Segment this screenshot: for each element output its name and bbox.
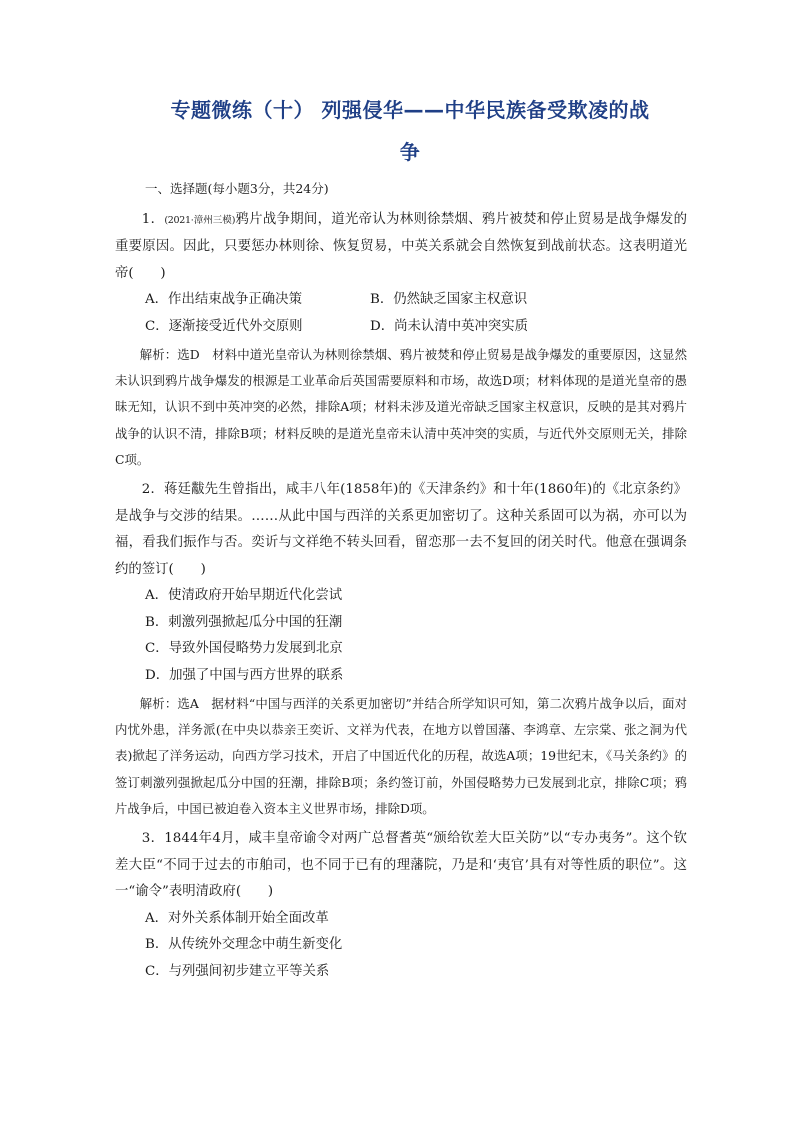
question-text: 鸦片战争期间，道光帝认为林则徐禁烟、鸦片被焚和停止贸易是战争爆发的重要原因。因此，只要惩办林则徐、恢复贸易，中英关系就会自然恢复到战前状态。这表明道光帝( )	[115, 211, 687, 281]
option-d[interactable]: D．加强了中国与西方世界的联系	[145, 667, 344, 683]
question-source: (2021·漳州三模)	[164, 214, 236, 226]
page-title-continued: 争	[399, 140, 421, 164]
page-title: 专题微练（十） 列强侵华——中华民族备受欺凌的战	[170, 98, 650, 122]
section-heading: 一、选择题(每小题3分，共24分)	[145, 181, 329, 196]
answer-analysis: 解析：选A 据材料“中国与西洋的关系更加密切”并结合所学知识可知，第二次鸦片战争以后，面对内忧外患，洋务派(在中央以恭亲王奕䜣、文祥为代表，在地方以曾国藩、李鸿章、左宗棠、张之洞为代表)掀起了洋务运动，向西方学习技术，开启了中国近代化的历程，故选A项；19世纪末，《马关条约》的签订刺激列强掀起瓜分中国的狂潮，排除B项；条约签订前，外国侵略势力已发展到北京，排除C项；鸦片战争后，中国已被迫卷入资本主义世界市场，排除D项。	[115, 696, 687, 816]
option-b[interactable]: B．从传统外交理念中萌生新变化	[145, 937, 343, 953]
option-c[interactable]: C．导致外国侵略势力发展到北京	[145, 641, 343, 657]
option-b[interactable]: B．刺激列强掀起瓜分中国的狂潮	[145, 614, 343, 630]
option-a[interactable]: A．作出结束战争正确决策	[145, 292, 302, 307]
question-3	[115, 826, 687, 985]
question-stem: 2．蒋廷黻先生曾指出，咸丰八年(1858年)的《天津条约》和十年(1860年)的《北京条约》是战争与交涉的结果。……从此中国与西洋的关系更加密切了。这种关系固可以为祸，亦可以为福，看我们振作与否。奕䜣与文祥绝不转头回看，留恋那一去不复回的闭关时代。他意在强调条约的签订( )	[115, 482, 687, 577]
option-a[interactable]: A．对外关系体制开始全面改革	[145, 910, 329, 926]
option-c[interactable]: C．逐渐接受近代外交原则	[145, 318, 303, 334]
question-number: 1．	[141, 211, 165, 227]
option-list	[145, 287, 687, 340]
question-1	[115, 207, 687, 474]
option-a[interactable]: A．使清政府开始早期近代化尝试	[145, 588, 343, 604]
question-stem: 3．1844年4月，咸丰皇帝谕令对两广总督耆英“颁给钦差大臣关防”以“专办夷务”。这个钦差大臣“不同于过去的市舶司，也不同于已有的理藩院，乃是和‘夷官’具有对等性质的职位”。这一“谕令”表明清政府( )	[115, 831, 687, 900]
question-2	[115, 477, 687, 822]
question-stem	[115, 207, 687, 288]
question-content	[115, 176, 687, 985]
option-d[interactable]: D．尚未认清中英冲突实质	[370, 318, 529, 334]
option-b[interactable]: B．仍然缺乏国家主权意识	[370, 292, 528, 307]
option-c[interactable]: C．与列强间初步建立平等关系	[145, 963, 330, 979]
answer-analysis: 解析：选D 材料中道光皇帝认为林则徐禁烟、鸦片被焚和停止贸易是战争爆发的重要原因，这显然未认识到鸦片战争爆发的根源是工业革命后英国需要原料和市场，故选D项；材料体现的是道光皇帝的愚昧无知，认识不到中英冲突的必然，排除A项；材料未涉及道光帝缺乏国家主权意识，反映的是其对鸦片战争的认识不清，排除B项；材料反映的是道光皇帝未认清中英冲突的实质，与近代外交原则无关，排除C项。	[115, 347, 687, 467]
